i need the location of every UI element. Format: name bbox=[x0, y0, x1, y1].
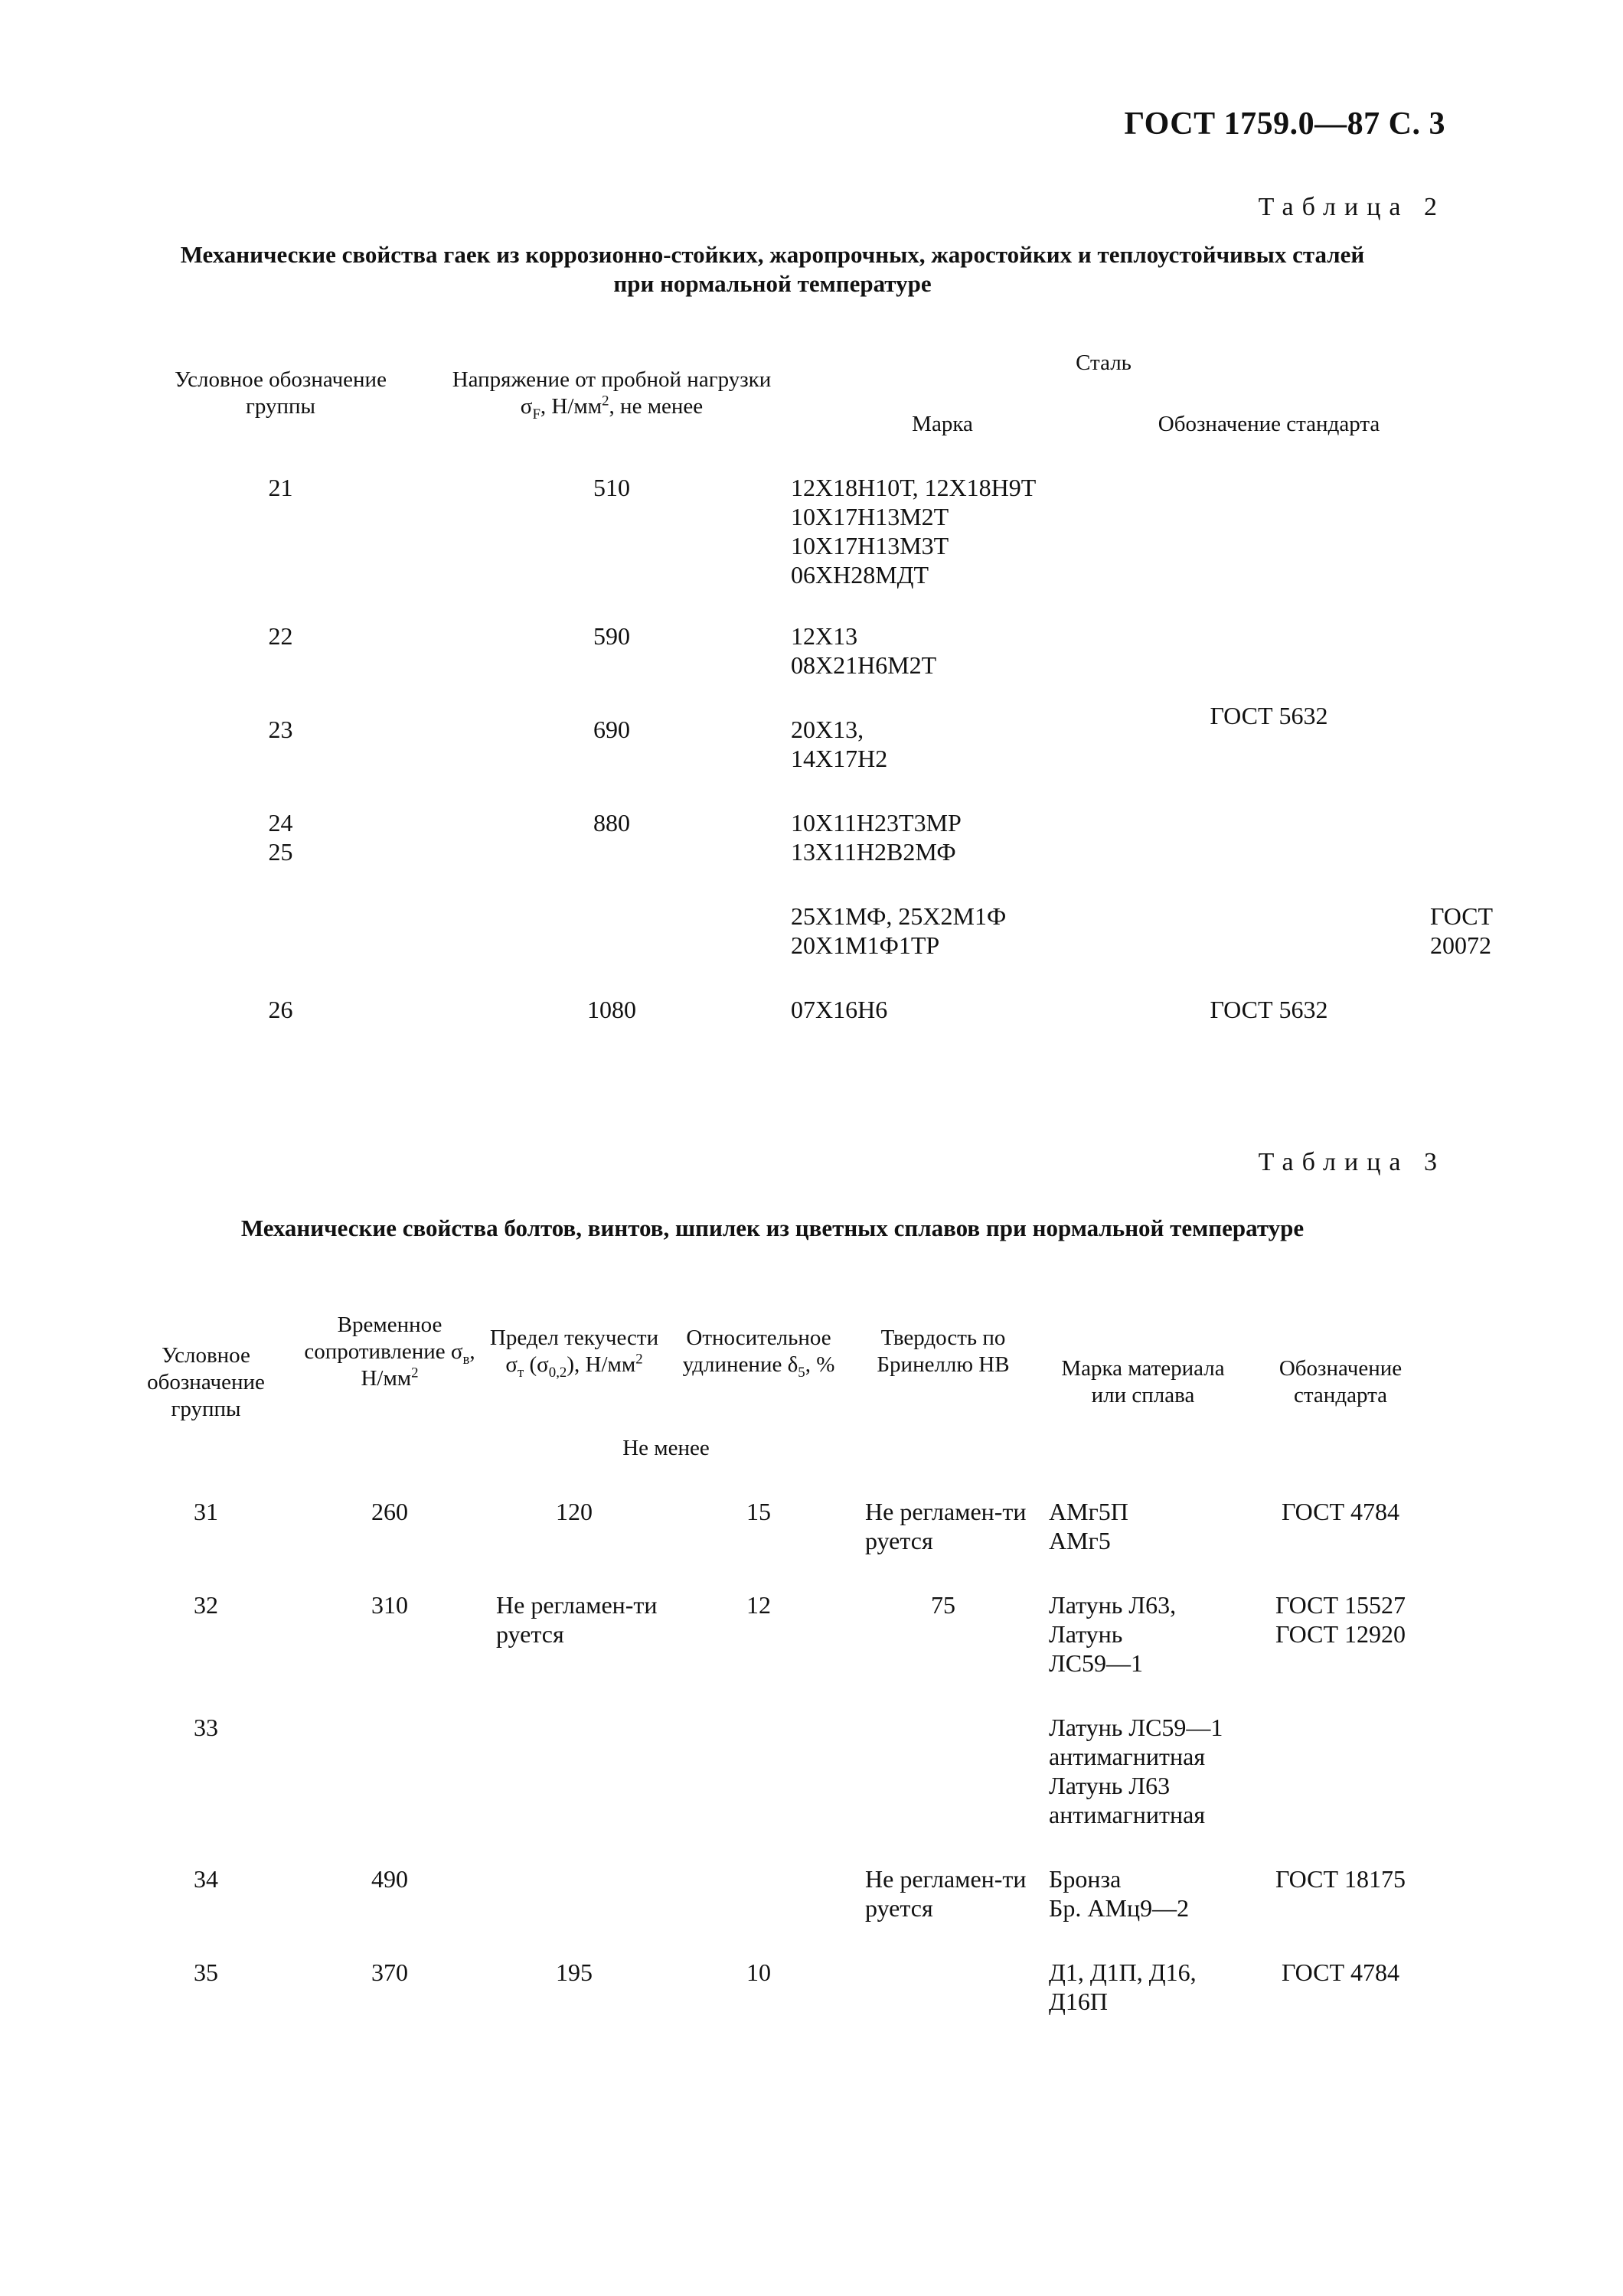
t2-group: 23 bbox=[268, 716, 293, 743]
table3-caption: Механические свойства болтов, винтов, шпилек из цветных сплавов при нормальной температуре bbox=[240, 1215, 1305, 1241]
t2-header-steel: Сталь bbox=[1076, 350, 1132, 375]
t2-header-group: Условное обозначение группы bbox=[175, 367, 387, 419]
t3-tensile: 490 bbox=[371, 1865, 408, 1893]
t3-material: Латунь ЛС59—1 антимагнитная Латунь Л63 антимагнитная bbox=[1049, 1714, 1223, 1828]
t3-standard: ГОСТ 15527 ГОСТ 12920 bbox=[1275, 1591, 1406, 1648]
page-header: ГОСТ 1759.0—87 С. 3 bbox=[1124, 106, 1445, 142]
t3-standard: ГОСТ 4784 bbox=[1281, 1958, 1400, 1986]
t3-yield: Не регламен-тируется bbox=[496, 1591, 658, 1648]
t2-stress: 690 bbox=[593, 716, 630, 743]
t3-elongation: 15 bbox=[746, 1498, 771, 1525]
table3 bbox=[115, 1286, 1430, 2034]
t3-header-hardness: Твердость по Бринеллю НВ bbox=[877, 1326, 1010, 1377]
table3-label: Таблица 3 bbox=[1258, 1148, 1445, 1176]
table-row bbox=[115, 1479, 1430, 1572]
t2-grades: 07Х16Н6 bbox=[791, 996, 888, 1023]
t3-tensile: 310 bbox=[371, 1591, 408, 1619]
t3-yield: 120 bbox=[556, 1498, 593, 1525]
table-row bbox=[115, 1572, 1430, 1694]
table-row bbox=[115, 1939, 1430, 2034]
table-row bbox=[115, 977, 1430, 1042]
t3-header-yield: Предел текучести $\sigma_т$ $(\sigma_{0,2})$, $Н/мм^2$ bbox=[489, 1326, 659, 1381]
t3-standard: ГОСТ 4784 bbox=[1281, 1498, 1400, 1525]
t3-material: АМг5П АМг5 bbox=[1049, 1498, 1128, 1554]
t3-header-standard: Обозначение стандарта bbox=[1278, 1356, 1403, 1407]
t3-hardness: 75 bbox=[931, 1591, 955, 1619]
t2-group: 24 25 bbox=[268, 809, 293, 866]
t2-header-stress: Напряжение от пробной нагрузки $\sigma_F$, $Н/мм^2$, не менее bbox=[452, 367, 772, 422]
t2-group: 21 bbox=[268, 474, 293, 501]
t2-header-grade: Марка bbox=[912, 411, 973, 436]
table2-caption-line2: при нормальной температуре bbox=[613, 270, 932, 297]
table-row: 25Х1МФ, 25Х2М1Ф 20Х1М1Ф1ТР ГОСТ 20072 bbox=[115, 883, 1430, 977]
t3-yield: 195 bbox=[556, 1958, 593, 1986]
table2-caption bbox=[115, 240, 1430, 298]
t2-stress: 590 bbox=[593, 622, 630, 650]
t3-header-elongation: Относительное удлинение $\delta_5$, % bbox=[682, 1326, 835, 1381]
t2-header-standard: Обозначение стандарта bbox=[1158, 411, 1380, 436]
t3-tensile: 260 bbox=[371, 1498, 408, 1525]
t3-header-min: Не менее bbox=[622, 1435, 710, 1460]
t3-header-material: Марка материала или сплава bbox=[1061, 1356, 1225, 1407]
t2-grades: 12Х13 08Х21Н6М2Т bbox=[791, 622, 937, 679]
table2-label: Таблица 2 bbox=[1258, 193, 1445, 221]
t2-grades: 20Х13, 14Х17Н2 bbox=[791, 716, 888, 772]
t3-header-group: Условное обозначение группы bbox=[147, 1342, 265, 1421]
t3-header-tensile: Временное сопротивление $\sigma_в$, $Н/мм^2$ bbox=[304, 1312, 475, 1391]
t3-group: 34 bbox=[194, 1865, 218, 1893]
t3-group: 32 bbox=[194, 1591, 218, 1619]
t3-group: 33 bbox=[194, 1714, 218, 1741]
t2-stress: 1080 bbox=[587, 996, 636, 1023]
t3-group: 35 bbox=[194, 1958, 218, 1986]
t3-elongation: 12 bbox=[746, 1591, 771, 1619]
t3-hardness: Не регламен-тируется bbox=[865, 1498, 1027, 1554]
t3-material: Бронза Бр. АМц9—2 bbox=[1049, 1865, 1190, 1922]
t2-grades: 25Х1МФ, 25Х2М1Ф 20Х1М1Ф1ТР bbox=[791, 902, 1007, 959]
t3-material: Латунь Л63, Латунь ЛС59—1 bbox=[1049, 1591, 1177, 1677]
t3-material: Д1, Д1П, Д16, Д16П bbox=[1049, 1958, 1197, 2015]
t3-elongation: 10 bbox=[746, 1958, 771, 1986]
t2-grades: 12Х18Н10Т, 12Х18Н9Т 10Х17Н13М2Т 10Х17Н13М3Т 06ХН28МДТ bbox=[791, 474, 1037, 589]
table-row bbox=[115, 455, 1430, 603]
t2-stress: 510 bbox=[593, 474, 630, 501]
table2-caption-line1: Механические свойства гаек из коррозионно-стойких, жаропрочных, жаростойких и теплоустойчивых сталей bbox=[180, 241, 1365, 268]
table2 bbox=[115, 332, 1494, 1042]
t2-standard: ГОСТ 5632 bbox=[1210, 996, 1328, 1023]
t3-group: 31 bbox=[194, 1498, 218, 1525]
t3-hardness: Не регламен-тируется bbox=[865, 1865, 1027, 1922]
t2-standard-merged: ГОСТ 5632 bbox=[1210, 702, 1328, 729]
t3-tensile: 370 bbox=[371, 1958, 408, 1986]
t2-group: 22 bbox=[268, 622, 293, 650]
t2-grades: 10Х11Н23Т3МР 13Х11Н2В2МФ bbox=[791, 809, 962, 866]
t2-group: 26 bbox=[268, 996, 293, 1023]
t2-stress: 880 bbox=[593, 809, 630, 837]
t3-standard: ГОСТ 18175 bbox=[1275, 1865, 1406, 1893]
